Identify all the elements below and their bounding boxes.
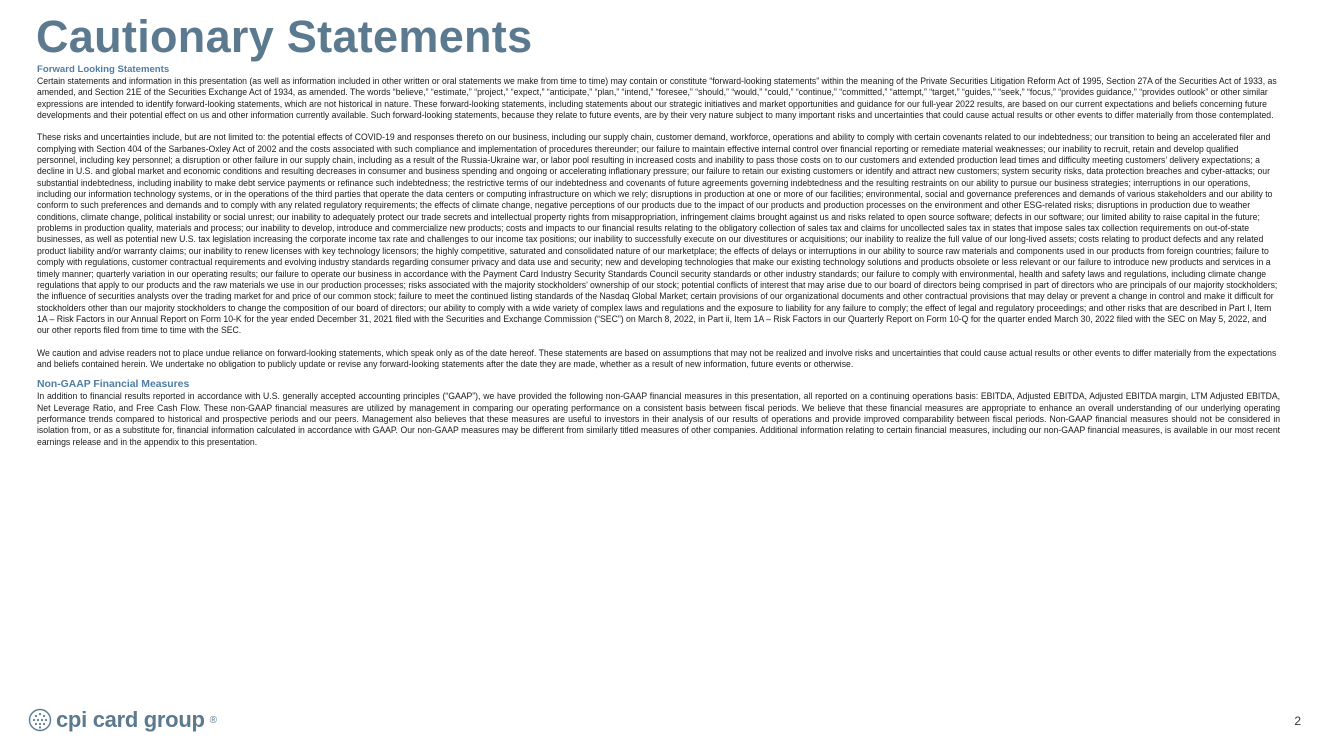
logo-text: cpi card group [56, 707, 205, 732]
forward-looking-heading: Forward Looking Statements [37, 64, 170, 75]
content-area [37, 64, 1299, 448]
company-logo [28, 707, 221, 733]
spacer [37, 337, 1299, 348]
card-chip-logo-icon [28, 708, 52, 732]
spacer [37, 121, 1299, 132]
forward-paragraph-2: These risks and uncertainties include, but are not limited to: the potential effects of COVID-19 and responses thereto on our business, including our supply chain, customer demand, workforce, operations and ability to comply with certain covenants related to our indebtedness; our transition to being an accelerated filer and complying with Section 404 of the Sarbanes-Oxley Act of 2002 and the costs associated with such compliance and implementation of procedures thereunder; our failure to maintain effective internal control over financial reporting or remediate material weaknesses; our inability to recruit, retain and develop qualified personnel, including key personnel; a disruption or other failure in our supply chain, including as a result of the Russia-Ukraine war, or labor pool resulting in increased costs and inability to pass those costs on to our customers and extended production lead times and difficulty meeting customers’ delivery expectations; a decline in U.S. and global market and economic conditions and resulting decreases in consumer and business spending and ongoing or accelerating inflationary pressure; our failure to retain our existing customers or identify and attract new customers; system security risks, data protection breaches and cyber-attacks; our substantial indebtedness, including inability to make debt service payments or refinance such indebtedness; the restrictive terms of our indebtedness and covenants of future agreements governing indebtedness and the resulting restraints on our ability to pursue our business strategies; interruptions in our operations, including our information technology systems, or in the operations of the third parties that operate the data centers or computing infrastructure on which we rely; disruptions in production at one or more of our facilities; environmental, social and governance preferences and demands of various stakeholders and our ability to conform to such preferences and demands and to comply with any related regulatory requirements; the effects of climate change, negative perceptions of our products due to the impact of our products and production processes on the environment and other ESG-related risks; disruptions in production due to weather conditions, climate change, political instability or social unrest; our inability to adequately protect our trade secrets and intellectual property rights from misappropriation, infringement claims brought against us and risks related to open source software; defects in our software; our limited ability to raise capital in the future; problems in production quality, materials and process; our inability to develop, introduce and commercialize new products; costs and impacts to our financial results relating to the obligatory collection of sales tax and claims for uncollected sales tax in states that impose sales tax collection requirements on out-of-state businesses, as well as potential new U.S. tax legislation increasing the corporate income tax rate and challenges to our income tax positions; our inability to successfully execute on our divestitures or acquisitions; our inability to realize the full value of our long-lived assets; costs relating to product defects and any related product liability and/or warranty claims; our inability to renew licenses with key technology licensors; the highly competitive, saturated and consolidated nature of our marketplace; the effects of delays or interruptions in our ability to source raw materials and components used in our products from foreign countries; failure to comply with regulations, customer contractual requirements and evolving industry standards regarding consumer privacy and data use and security; new and developing technologies that make our existing technology solutions and products obsolete or less relevant or our failure to introduce new products and services in a timely manner; quarterly variation in our operating results; our failure to operate our business in accordance with the Payment Card Industry Security Standards Council security standards or other industry standards; our failure to comply with environmental, health and safety laws and regulations, including climate change regulations that apply to our products and the raw materials we use in our production processes; risks associated with the majority stockholders’ ownership of our stock; potential conflicts of interest that may arise due to our board of directors being comprised in part of directors who are principals of our majority stockholders; the influence of securities analysts over the trading market for and price of our common stock; failure to meet the continued listing standards of the Nasdaq Global Market; certain provisions of our organizational documents and other contractual provisions that may delay or prevent a change in control and make it difficult for stockholders other than our majority stockholders to change the composition of our board of directors; our ability to comply with a wide variety of complex laws and regulations and the exposure to liability for any failure to comply; the effect of legal and regulatory proceedings; and other risks that are described in Part I, Item 1A – Risk Factors in our Annual Report on Form 10-K for the year ended December 31, 2021 filed with the Securities and Exchange Commission (“SEC”) on March 8, 2022, in Part ii, Item 1A – Risk Factors in our Quarterly Report on Form 10-Q for the quarter ended March 30, 2022 filed with the SEC on May 5, 2022, and our other reports filed from time to time with the SEC. [37, 132, 1278, 336]
forward-paragraph-1: Certain statements and information in this presentation (as well as information included in other written or oral statements we make from time to time) may contain or constitute “forward-looking statements” within the meaning of the Private Securities Litigation Reform Act of 1995, Section 27A of the Securities Act of 1933, as amended, and Section 21E of the Securities Exchange Act of 1934, as amended. The words “believe,” “estimate,” “project,” “expect,” “anticipate,” “plan,” “intend,” “foresee,” “should,” “would,” “could,” “continue,” “committed,” “attempt,” “target,” “guides,” “seek,” “focus,” “provides guidance,” “provides outlook” or other similar expressions are intended to identify forward-looking statements, which are not historical in nature. These forward-looking statements, including statements about our strategic initiatives and market opportunities and guidance for our full-year 2022 results, are based on our current expectations and beliefs concerning future developments and their potential effect on us and other information currently available. Such forward-looking statements, because they relate to future events, are by their very nature subject to many important risks and uncertainties that could cause actual results or other events to differ materially from those contemplated. [37, 76, 1277, 121]
non-gaap-heading: Non-GAAP Financial Measures [37, 379, 190, 391]
non-gaap-paragraph: In addition to financial results reported in accordance with U.S. generally accepted accounting principles (“GAAP”), we have provided the following non-GAAP financial measures in this presentation, all reported on a continuing operations basis: EBITDA, Adjusted EBITDA, Adjusted EBITDA margin, LTM Adjusted EBITDA, Net Leverage Ratio, and Free Cash Flow. These non-GAAP financial measures are utilized by management in comparing our operating performance on a consistent basis between fiscal periods. We believe that these financial measures are appropriate to enhance an overall understanding of our underlying operating performance trends compared to historical and prospective periods and our peers. Management also believes that these measures are useful to investors in their analysis of our results of operations and provide improved comparability between fiscal periods. Non-GAAP financial measures should not be considered in isolation from, or as a substitute for, financial information calculated in accordance with GAAP. Our non-GAAP measures may be different from similarly titled measures of other companies. Additional information relating to certain financial measures, including our non-GAAP financial measures, is available in our most recent earnings release and in the appendix to this presentation. [37, 391, 1281, 447]
page-title: Cautionary Statements [36, 11, 533, 62]
forward-paragraph-3: We caution and advise readers not to place undue reliance on forward-looking statements, which speak only as of the date hereof. These statements are based on assumptions that may not be realized and involve risks and uncertainties that could cause actual results or other events to differ materially from the expectations and beliefs contained herein. We undertake no obligation to publicly update or revise any forward-looking statements after the date they are made, whether as a result of new information, future events or otherwise. [37, 347, 1277, 369]
page-number: 2 [1294, 714, 1301, 728]
registered-mark: ® [209, 714, 217, 726]
